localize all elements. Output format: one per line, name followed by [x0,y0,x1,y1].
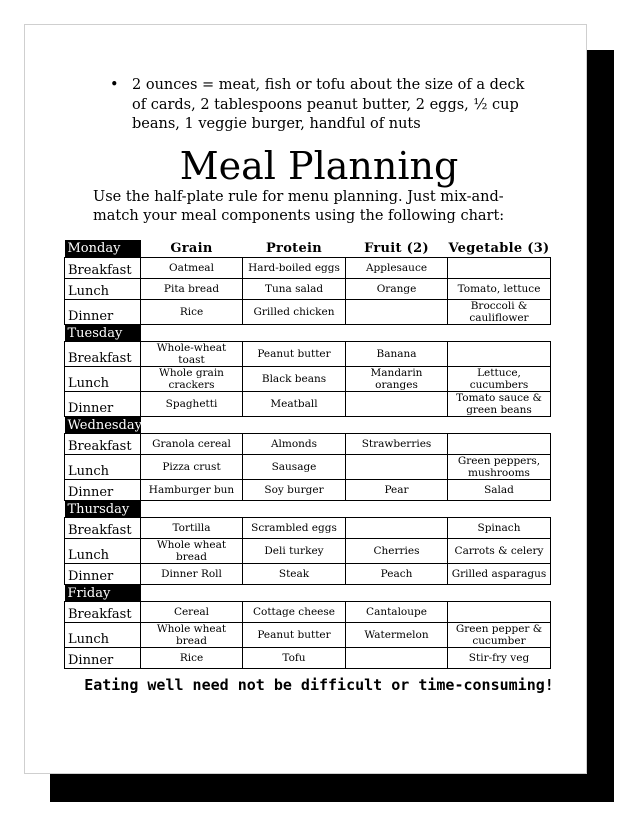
vegetable-cell: Carrots & celery [448,539,551,564]
meal-label: Dinner [65,392,141,417]
meal-label: Breakfast [65,434,141,455]
protein-cell: Cottage cheese [243,602,346,623]
grain-cell: Rice [141,648,243,669]
vegetable-cell: Salad [448,480,551,501]
vegetable-cell [448,602,551,623]
fruit-cell [346,455,448,480]
meal-label: Breakfast [65,258,141,279]
table-row [65,623,551,648]
fruit-cell [346,518,448,539]
column-header-fruit: Fruit (2) [364,241,429,256]
grain-cell: Pita bread [141,279,243,300]
vegetable-cell [448,258,551,279]
protein-cell: Deli turkey [243,539,346,564]
protein-cell: Peanut butter [243,342,346,367]
day-label: Wednesday [65,417,141,434]
table-row [65,342,551,367]
day-row [65,325,551,342]
intro-paragraph: Use the half-plate rule for menu planning. Just mix-and-match your meal components using the following chart: [93,189,505,224]
day-row [65,417,551,434]
table-header-row [65,240,551,258]
vegetable-cell [448,434,551,455]
meal-label: Dinner [65,564,141,585]
vegetable-cell [448,342,551,367]
protein-cell: Grilled chicken [243,300,346,325]
fruit-cell: Banana [346,342,448,367]
grain-cell: Pizza crust [141,455,243,480]
fruit-cell [346,648,448,669]
vegetable-cell: Grilled asparagus [448,564,551,585]
table-row [65,602,551,623]
grain-cell: Spaghetti [141,392,243,417]
fruit-cell: Cherries [346,539,448,564]
vegetable-cell: Stir-fry veg [448,648,551,669]
table-row [65,564,551,585]
day-label: Friday [65,585,141,602]
fruit-cell [346,300,448,325]
protein-cell: Soy burger [243,480,346,501]
meal-table-body [65,258,551,669]
meal-label: Dinner [65,300,141,325]
protein-cell: Black beans [243,367,346,392]
day-label: Tuesday [65,325,141,342]
table-row [65,434,551,455]
day-row [65,501,551,518]
protein-cell: Meatball [243,392,346,417]
meal-label: Breakfast [65,342,141,367]
meal-label: Lunch [65,539,141,564]
meal-label: Dinner [65,648,141,669]
day-row-spacer [141,417,551,434]
protein-cell: Tofu [243,648,346,669]
grain-cell: Dinner Roll [141,564,243,585]
grain-cell: Oatmeal [141,258,243,279]
bullet-text: 2 ounces = meat, fish or tofu about the size of a deck of cards, 2 tablespoons peanut butter, 2 eggs, ½ cup beans, 1 veggie burger, handful of nuts [132,77,525,132]
column-header-vegetable: Vegetable (3) [448,241,550,256]
protein-cell: Tuna salad [243,279,346,300]
portion-bullet [110,76,530,135]
table-row [65,480,551,501]
protein-cell: Almonds [243,434,346,455]
vegetable-cell: Spinach [448,518,551,539]
meal-label: Lunch [65,367,141,392]
grain-cell: Whole-wheat toast [141,342,243,367]
day-header-monday: Monday [65,240,141,258]
fruit-cell: Cantaloupe [346,602,448,623]
fruit-cell [346,392,448,417]
day-row-spacer [141,325,551,342]
vegetable-cell: Green peppers, mushrooms [448,455,551,480]
fruit-cell: Watermelon [346,623,448,648]
column-header-protein: Protein [265,241,323,256]
day-row-spacer [141,585,551,602]
fruit-cell: Strawberries [346,434,448,455]
meal-label: Lunch [65,279,141,300]
protein-cell: Scrambled eggs [243,518,346,539]
table-row [65,648,551,669]
table-row [65,279,551,300]
vegetable-cell: Tomato sauce & green beans [448,392,551,417]
column-header-grain: Grain [170,241,213,256]
table-row [65,392,551,417]
table-row [65,300,551,325]
grain-cell: Whole wheat bread [141,539,243,564]
table-row [65,258,551,279]
grain-cell: Hamburger bun [141,480,243,501]
page-title: Meal Planning [179,144,459,188]
day-row-spacer [141,501,551,518]
meal-label: Dinner [65,480,141,501]
meal-plan-table [64,240,551,669]
grain-cell: Rice [141,300,243,325]
fruit-cell: Peach [346,564,448,585]
bullet-dot-icon: • [110,77,119,93]
vegetable-cell: Broccoli & cauliflower [448,300,551,325]
grain-cell: Cereal [141,602,243,623]
meal-label: Breakfast [65,602,141,623]
protein-cell: Steak [243,564,346,585]
protein-cell: Hard-boiled eggs [243,258,346,279]
day-row [65,585,551,602]
protein-cell: Sausage [243,455,346,480]
day-label: Thursday [65,501,141,518]
fruit-cell: Applesauce [346,258,448,279]
meal-label: Breakfast [65,518,141,539]
grain-cell: Whole wheat bread [141,623,243,648]
table-row [65,367,551,392]
fruit-cell: Pear [346,480,448,501]
grain-cell: Granola cereal [141,434,243,455]
table-row [65,539,551,564]
fruit-cell: Orange [346,279,448,300]
vegetable-cell: Lettuce, cucumbers [448,367,551,392]
vegetable-cell: Tomato, lettuce [448,279,551,300]
fruit-cell: Mandarin oranges [346,367,448,392]
vegetable-cell: Green pepper & cucumber [448,623,551,648]
grain-cell: Whole grain crackers [141,367,243,392]
protein-cell: Peanut butter [243,623,346,648]
table-row [65,518,551,539]
meal-label: Lunch [65,623,141,648]
footer-slogan: Eating well need not be difficult or time-consuming! [84,676,554,694]
meal-label: Lunch [65,455,141,480]
table-row [65,455,551,480]
grain-cell: Tortilla [141,518,243,539]
